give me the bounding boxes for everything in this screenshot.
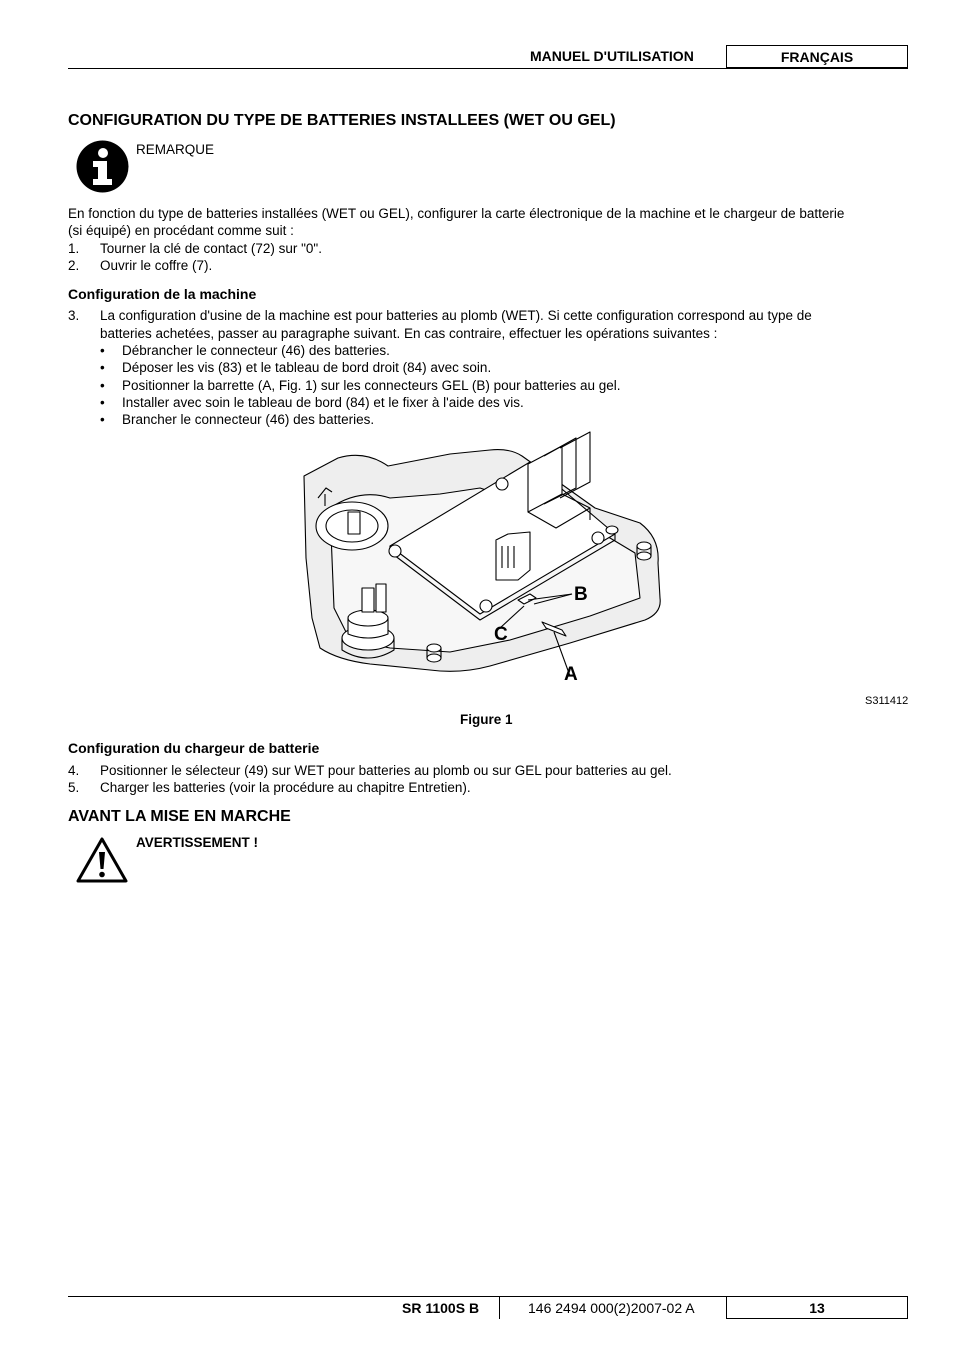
section-title-battery-config: CONFIGURATION DU TYPE DE BATTERIES INSTALLEES (WET OU GEL) — [68, 112, 616, 129]
note-label: REMARQUE — [136, 142, 215, 157]
step-number: 1. — [68, 241, 80, 256]
header-rule — [68, 68, 908, 69]
step-number: 4. — [68, 763, 80, 778]
bullet-icon: • — [100, 343, 105, 358]
warning-label: AVERTISSEMENT ! — [136, 835, 259, 850]
step-text: Positionner le sélecteur (49) sur WET pour batteries au plomb ou sur GEL pour batteries au gel. — [100, 763, 672, 778]
section-title-before-start: AVANT LA MISE EN MARCHE — [68, 808, 291, 825]
header-language: FRANÇAIS — [726, 45, 908, 68]
step-text: Charger les batteries (voir la procédure au chapitre Entretien). — [100, 780, 471, 795]
bullet-icon: • — [100, 395, 105, 410]
figure-code: S311412 — [865, 695, 909, 707]
bullet-icon: • — [100, 378, 105, 393]
step-number: 5. — [68, 780, 80, 795]
subsection-title-charger: Configuration du chargeur de batterie — [68, 740, 320, 756]
warning-icon — [75, 836, 129, 884]
figure-label-b: B — [574, 584, 588, 605]
intro-line-2: (si équipé) en procédant comme suit : — [68, 223, 294, 238]
bullet-text: Déposer les vis (83) et le tableau de bord droit (84) avec soin. — [122, 360, 492, 375]
bullet-text: Installer avec soin le tableau de bord (84) et le fixer à l'aide des vis. — [122, 395, 524, 410]
bullet-text: Brancher le connecteur (46) des batteries. — [122, 412, 375, 427]
subsection-title-machine: Configuration de la machine — [68, 286, 257, 302]
footer-model: SR 1100S B — [402, 1300, 480, 1316]
bullet-icon: • — [100, 360, 105, 375]
footer-separator — [499, 1296, 500, 1319]
bullet-text: Positionner la barrette (A, Fig. 1) sur les connecteurs GEL (B) pour batteries au gel. — [122, 378, 621, 393]
step-text-line-1: La configuration d'usine de la machine est pour batteries au plomb (WET). Si cette configuration correspond au type de — [100, 308, 812, 323]
step-number: 2. — [68, 258, 80, 273]
step-text: Tourner la clé de contact (72) sur "0". — [100, 241, 322, 256]
intro-line-1: En fonction du type de batteries installées (WET ou GEL), configurer la carte électronique de la machine et le chargeur de batterie — [68, 206, 845, 221]
figure-label-a: A — [564, 664, 578, 685]
figure-caption: Figure 1 — [460, 712, 513, 727]
bullet-text: Débrancher le connecteur (46) des batteries. — [122, 343, 390, 358]
step-text: Ouvrir le coffre (7). — [100, 258, 213, 273]
step-number: 3. — [68, 308, 80, 323]
figure-label-c: C — [494, 624, 508, 645]
step-text-line-2: batteries achetées, passer au paragraphe suivant. En cas contraire, effectuer les opérations suivantes : — [100, 326, 718, 341]
bullet-icon: • — [100, 412, 105, 427]
info-icon — [76, 140, 129, 193]
footer-reference: 146 2494 000(2)2007-02 A — [528, 1300, 695, 1316]
page-number: 13 — [726, 1296, 908, 1319]
figure-1-drawing — [290, 428, 680, 690]
header-title: MANUEL D'UTILISATION — [530, 48, 694, 64]
